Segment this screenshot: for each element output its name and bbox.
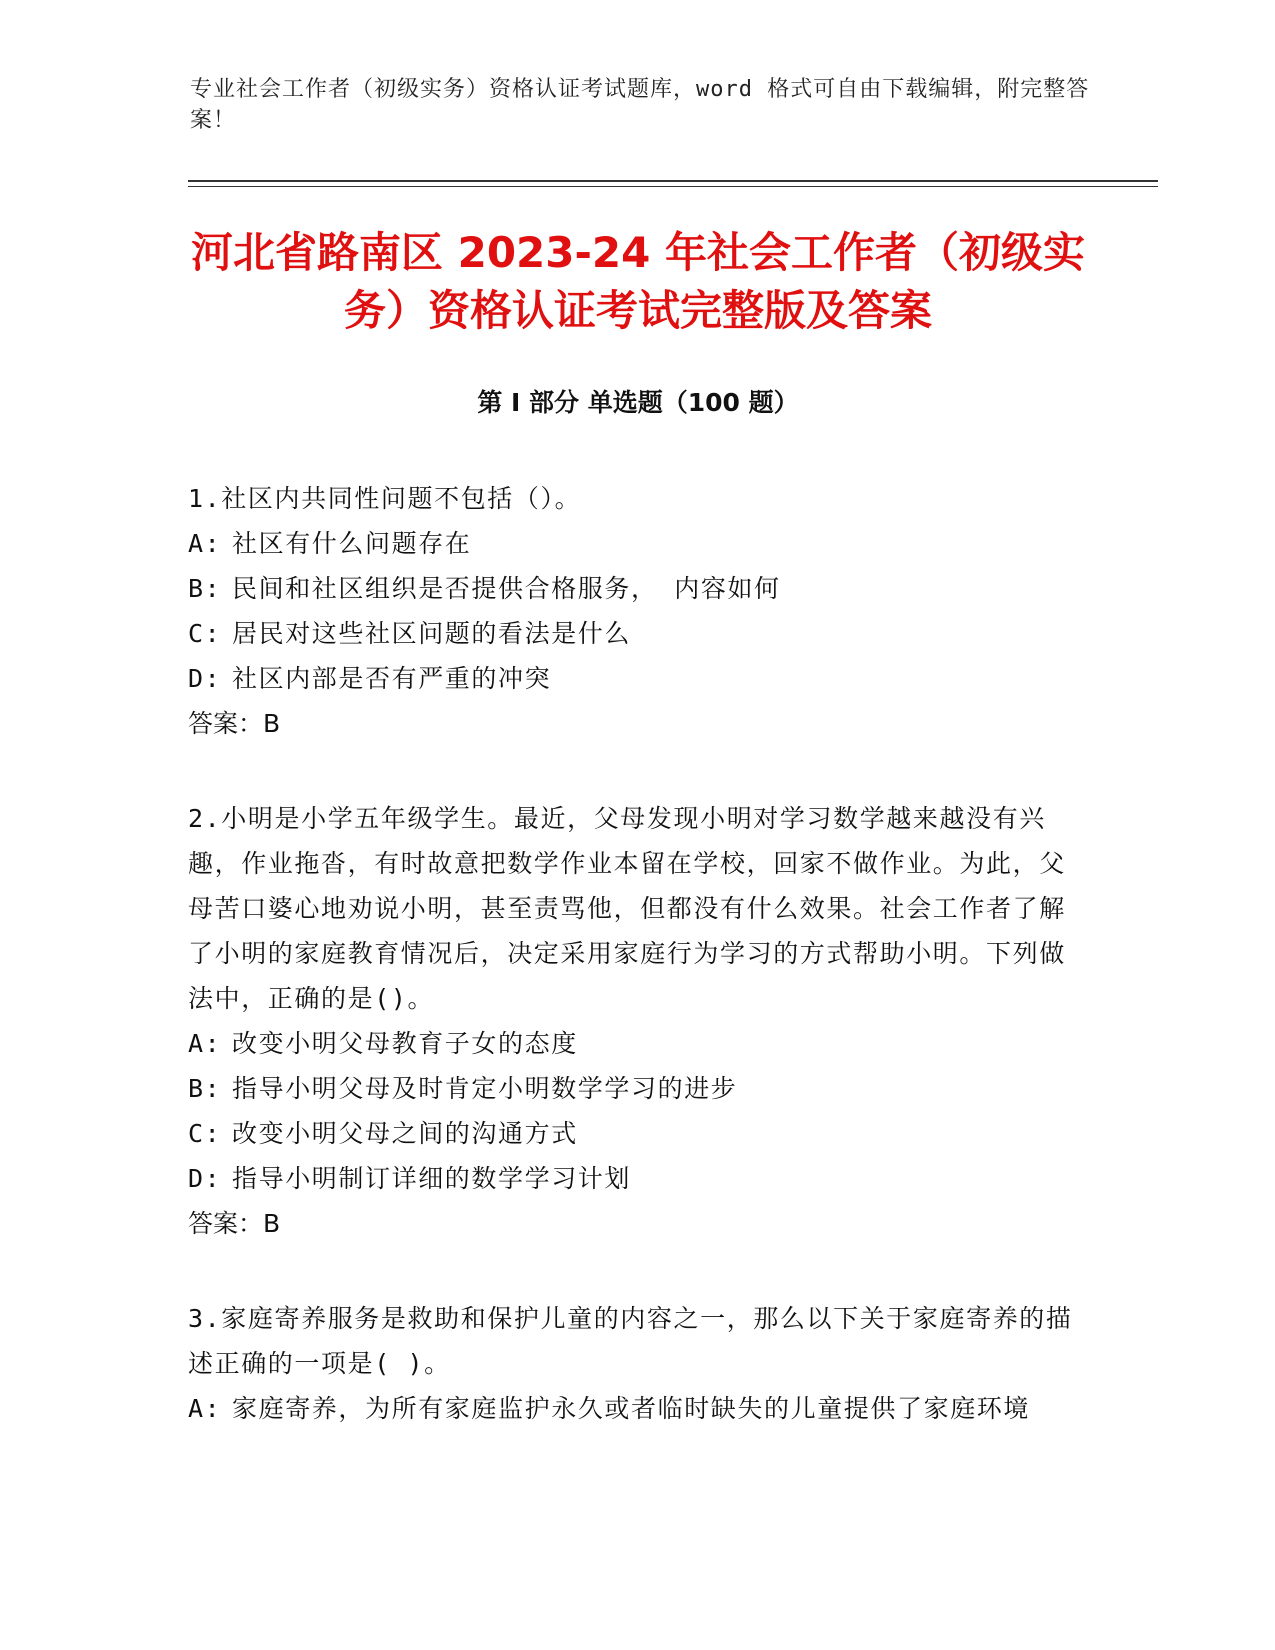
question-stem: 3.家庭寄养服务是救助和保护儿童的内容之一，那么以下关于家庭寄养的描述正确的一项是( )。 bbox=[188, 1304, 1073, 1378]
question-stem: 2.小明是小学五年级学生。最近，父母发现小明对学习数学越来越没有兴趣，作业拖沓，有时故意把数学作业本留在学校，回家不做作业。为此，父母苦口婆心地劝说小明，甚至责骂他，但都没有什么效果。社会工作者了解了小明的家庭教育情况后，决定采用家庭行为学习的方式帮助小明。下列做法中，正确的是()。 bbox=[188, 804, 1066, 1013]
option-key: C: bbox=[188, 1119, 222, 1148]
option-d bbox=[188, 656, 1088, 701]
option-text: 改变小明父母之间的沟通方式 bbox=[232, 1119, 578, 1148]
option-key: C: bbox=[188, 619, 222, 648]
option-c bbox=[188, 611, 1088, 656]
document-title: 河北省路南区 2023-24 年社会工作者（初级实务）资格认证考试完整版及答案 bbox=[190, 228, 1086, 335]
option-b bbox=[188, 566, 1088, 611]
option-key: D: bbox=[188, 664, 222, 693]
option-text: 社区有什么问题存在 bbox=[232, 529, 472, 558]
option-b bbox=[188, 1066, 1088, 1111]
option-text: 改变小明父母教育子女的态度 bbox=[232, 1029, 578, 1058]
option-d bbox=[188, 1156, 1088, 1201]
header-divider-thin bbox=[188, 186, 1158, 187]
option-key: A: bbox=[188, 1029, 222, 1058]
question-1 bbox=[188, 476, 1088, 746]
header-note: 专业社会工作者（初级实务）资格认证考试题库，word 格式可自由下载编辑，附完整答案！ bbox=[190, 77, 1090, 133]
option-text: 家庭寄养，为所有家庭监护永久或者临时缺失的儿童提供了家庭环境 bbox=[232, 1394, 1031, 1423]
option-a bbox=[188, 521, 1088, 566]
question-3 bbox=[188, 1296, 1088, 1431]
option-key: B: bbox=[188, 574, 222, 603]
question-stem: 1.社区内共同性问题不包括（）。 bbox=[188, 484, 582, 513]
option-c bbox=[188, 1111, 1088, 1156]
answer-line: 答案：B bbox=[188, 1209, 281, 1238]
option-text: 民间和社区组织是否提供合格服务， 内容如何 bbox=[232, 574, 781, 603]
option-key: B: bbox=[188, 1074, 222, 1103]
header-divider bbox=[188, 180, 1158, 182]
question-2 bbox=[188, 796, 1088, 1246]
answer-line: 答案：B bbox=[188, 709, 281, 738]
option-text: 居民对这些社区问题的看法是什么 bbox=[232, 619, 632, 648]
question-list bbox=[188, 476, 1088, 1481]
option-key: D: bbox=[188, 1164, 222, 1193]
option-text: 社区内部是否有严重的冲突 bbox=[232, 664, 552, 693]
option-a bbox=[188, 1021, 1088, 1066]
option-key: A: bbox=[188, 529, 222, 558]
option-text: 指导小明制订详细的数学学习计划 bbox=[232, 1164, 632, 1193]
section-heading: 第 I 部分 单选题（100 题） bbox=[477, 388, 799, 417]
option-a bbox=[188, 1386, 1088, 1431]
option-key: A: bbox=[188, 1394, 222, 1423]
option-text: 指导小明父母及时肯定小明数学学习的进步 bbox=[232, 1074, 738, 1103]
